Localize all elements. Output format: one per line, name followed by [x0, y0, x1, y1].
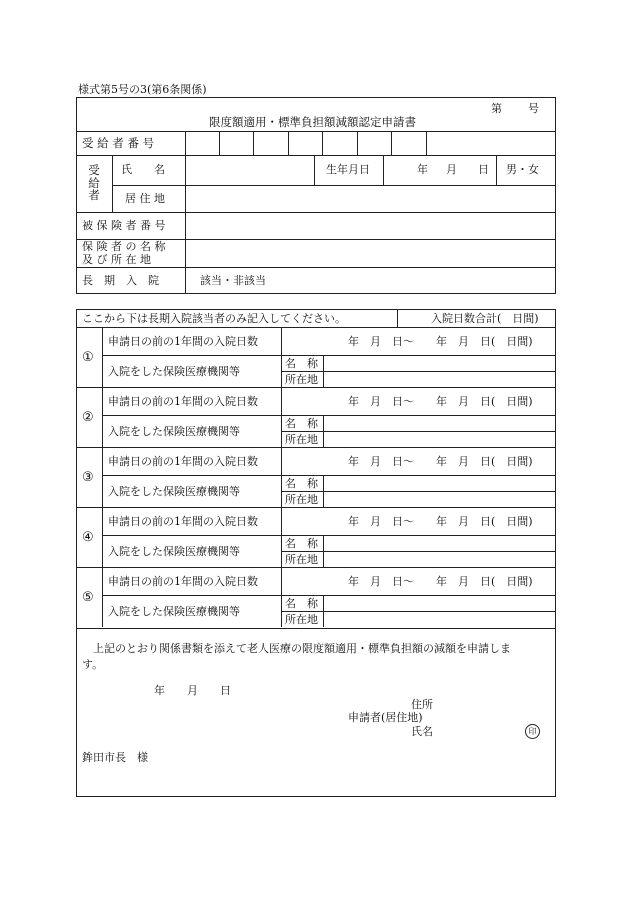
row-days-label: 申請日の前の1年間の入院日数 [108, 395, 258, 408]
insurer-field[interactable] [186, 240, 555, 266]
name-field[interactable] [186, 156, 313, 184]
row-days-label: 申請日の前の1年間の入院日数 [108, 575, 258, 588]
row-period[interactable]: 年 月 日〜 年 月 日( 日間) [348, 395, 533, 408]
row-institution-name-label: 名 称 [285, 357, 318, 370]
form-label: 様式第5号の3(第6条関係) [78, 83, 207, 96]
long-term-instruction: ここから下は長期入院該当者のみ記入してください。 [82, 312, 346, 325]
sex-options[interactable]: 男・女 [506, 163, 539, 176]
form-title: 限度額適用・標準負担額減額認定申請書 [209, 115, 416, 129]
insurer-label-line1: 保 険 者 の 名 称 [82, 240, 166, 253]
row-days-label: 申請日の前の1年間の入院日数 [108, 455, 258, 468]
recipient-number-digit-1[interactable] [186, 132, 218, 154]
row-institution-label: 入院をした保険医療機関等 [108, 485, 240, 498]
addressee: 鉾田市長 様 [82, 751, 148, 764]
recipient-number-digit-5[interactable] [323, 132, 356, 154]
recipient-number-digit-8[interactable] [427, 132, 555, 154]
row-institution-label: 入院をした保険医療機関等 [108, 425, 240, 438]
address-field[interactable] [186, 186, 555, 211]
address-label: 居 住 地 [125, 192, 165, 205]
applicant-address-label: 住所 [411, 698, 433, 711]
seal-stamp-icon: 印 [525, 724, 540, 739]
row-period[interactable]: 年 月 日〜 年 月 日( 日間) [348, 335, 533, 348]
insurer-label-line2: 及 び 所 在 地 [82, 253, 151, 266]
row-institution-location-label: 所在地 [285, 553, 318, 566]
row-institution-location-label: 所在地 [285, 433, 318, 446]
recipient-number-digit-4[interactable] [289, 132, 321, 154]
applicant-name-label: 氏名 [411, 725, 433, 738]
long-term-label: 長 期 入 院 [82, 274, 159, 287]
row-period[interactable]: 年 月 日〜 年 月 日( 日間) [348, 455, 533, 468]
birth-day: 日 [478, 163, 489, 176]
long-term-value[interactable]: 該当・非該当 [200, 274, 266, 287]
row-institution-location-label: 所在地 [285, 493, 318, 506]
row-period[interactable]: 年 月 日〜 年 月 日( 日間) [348, 575, 533, 588]
recipient-number-digit-2[interactable] [220, 132, 252, 154]
statement-line1: 上記のとおり関係書類を添えて老人医療の限度額適用・標準負担額の減額を申請しま [93, 642, 511, 655]
recipient-number-digit-7[interactable] [392, 132, 425, 154]
application-date[interactable]: 年 月 日 [154, 684, 231, 697]
row-number: ③ [82, 470, 94, 485]
row-institution-name-label: 名 称 [285, 537, 318, 550]
total-days-label: 入院日数合計( 日間) [431, 312, 539, 325]
recipient-vertical-label: 受 給 者 [88, 163, 100, 203]
row-institution-label: 入院をした保険医療機関等 [108, 545, 240, 558]
row-institution-location-field[interactable] [324, 432, 555, 446]
row-institution-name-label: 名 称 [285, 477, 318, 490]
row-institution-location-field[interactable] [324, 552, 555, 566]
row-institution-name-field[interactable] [324, 416, 555, 430]
number-dai: 第 [491, 102, 502, 115]
birth-date-label: 生年月日 [326, 163, 370, 176]
row-institution-location-field[interactable] [324, 372, 555, 386]
row-number: ② [82, 410, 94, 425]
name-label: 氏 名 [121, 163, 165, 176]
row-institution-name-label: 名 称 [285, 597, 318, 610]
insured-number-field[interactable] [186, 213, 555, 238]
recipient-number-digit-3[interactable] [254, 132, 287, 154]
row-institution-name-field[interactable] [324, 536, 555, 550]
row-number: ① [82, 350, 94, 365]
row-institution-label: 入院をした保険医療機関等 [108, 365, 240, 378]
birth-month: 月 [446, 163, 457, 176]
row-number: ④ [82, 530, 94, 545]
birth-date-field[interactable] [384, 156, 495, 184]
row-days-label: 申請日の前の1年間の入院日数 [108, 335, 258, 348]
row-institution-location-label: 所在地 [285, 613, 318, 626]
row-institution-name-field[interactable] [324, 476, 555, 490]
statement-line2: す。 [82, 658, 104, 671]
number-go: 号 [528, 102, 539, 115]
row-institution-location-label: 所在地 [285, 373, 318, 386]
row-institution-name-label: 名 称 [285, 417, 318, 430]
row-days-label: 申請日の前の1年間の入院日数 [108, 515, 258, 528]
applicant-label: 申請者(居住地) [348, 711, 423, 724]
insured-number-label: 被 保 険 者 番 号 [82, 219, 166, 232]
birth-year: 年 [417, 163, 428, 176]
row-institution-label: 入院をした保険医療機関等 [108, 605, 240, 618]
row-institution-name-field[interactable] [324, 356, 555, 370]
row-institution-name-field[interactable] [324, 596, 555, 610]
row-number: ⑤ [82, 590, 94, 605]
row-period[interactable]: 年 月 日〜 年 月 日( 日間) [348, 515, 533, 528]
recipient-number-label: 受 給 者 番 号 [82, 136, 155, 150]
row-institution-location-field[interactable] [324, 492, 555, 506]
recipient-number-digit-6[interactable] [358, 132, 390, 154]
row-institution-location-field[interactable] [324, 612, 555, 626]
